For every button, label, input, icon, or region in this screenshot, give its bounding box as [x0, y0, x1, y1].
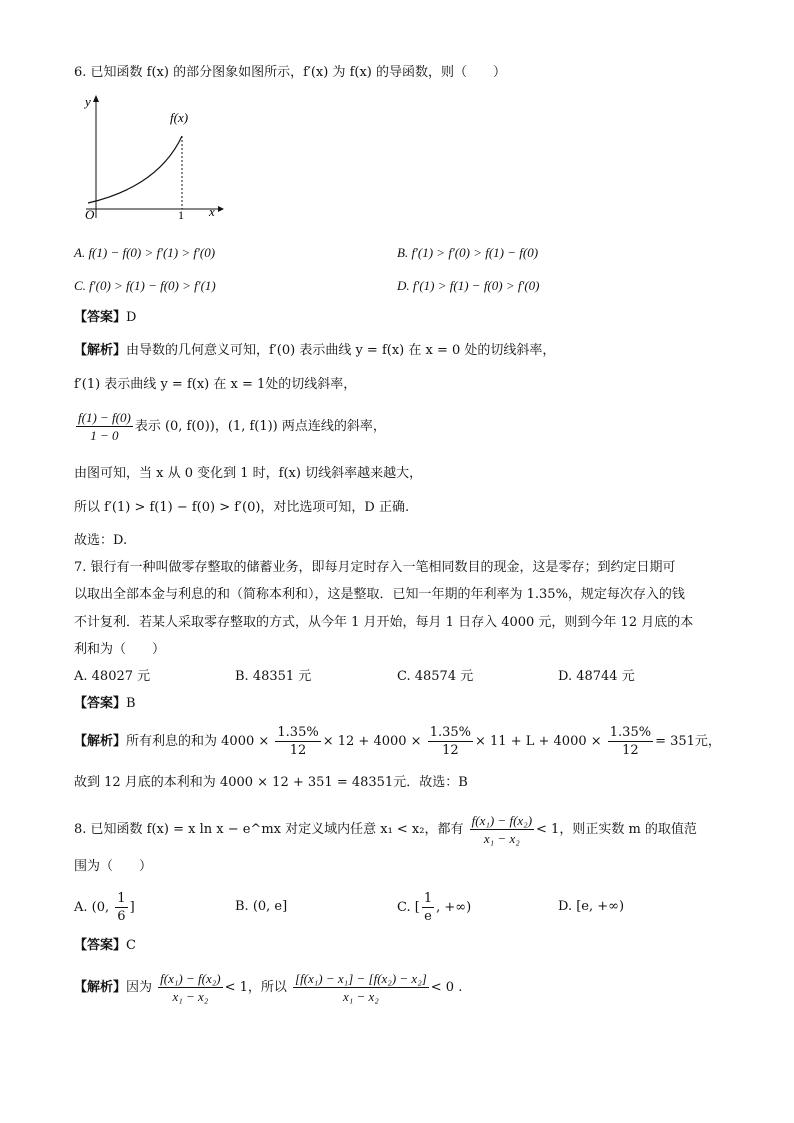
fraction-numerator: 1 [423, 891, 433, 906]
analysis-tag: 【解析】 [74, 734, 127, 749]
option-interval-open: (0, [91, 900, 114, 915]
fraction-numerator: 1.35% [609, 725, 652, 740]
option-label: A. [74, 900, 88, 915]
stem-text: < 1，则正实数 m 的取值范 [536, 822, 697, 837]
rate-fraction [608, 724, 653, 759]
fraction-denominator: x₁ − x₂ [483, 831, 520, 846]
option-fraction [422, 890, 434, 925]
x-axis-arrow-icon [218, 206, 224, 212]
fraction-numerator: [f(x₁) − x₁] − [f(x₂) − x₂] [295, 971, 427, 986]
fraction-denominator: e [424, 909, 432, 924]
analysis-text: < 1，所以 [224, 980, 287, 995]
x-axis-label: x [209, 204, 215, 219]
option-interval-rest: , +∞) [436, 900, 472, 915]
stem-text: 8. 已知函数 f(x) = x ln x − e^mx 对定义域内任意 x₁ < x₂，都有 [74, 822, 464, 837]
q6-stem: 6. 已知函数 f(x) 的部分图象如图所示，f′(x) 为 f(x) 的导函数，则（ ） [74, 65, 507, 80]
answer-tag: 【答案】 [74, 310, 127, 325]
q6-analysis-line-4: 由图可知，当 x 从 0 变化到 1 时，f(x) 切线斜率越来越大， [74, 466, 423, 481]
analysis-text: 由导数的几何意义可知，f′(0) 表示曲线 y = f(x) 在 x = 0 处的切线斜率， [126, 343, 556, 358]
fraction-denominator: 12 [622, 743, 639, 758]
analysis-text: × 11 + L + 4000 × [475, 734, 602, 749]
fraction-denominator: x₁ − x₂ [172, 989, 209, 1004]
q7-option-a[interactable]: A. 48027 元 [74, 669, 151, 684]
q6-analysis-line-1 [74, 342, 555, 360]
q8-stem-line-2: 围为（ ） [74, 859, 153, 874]
q6-analysis-line-6: 故选：D. [74, 533, 128, 548]
option-label: C. [397, 900, 411, 915]
q7-stem-line-3: 不计复利．若某人采取零存整取的方式，从今年 1 月开始，每月 1 日存入 4000 元，则到今年 12 月底的本 [74, 615, 694, 630]
difference-quotient [470, 812, 534, 847]
analysis-tag: 【解析】 [74, 980, 127, 995]
q6-analysis-line-2: f′(1) 表示曲线 y = f(x) 在 x = 1处的切线斜率， [74, 377, 357, 392]
answer-value: C [126, 938, 136, 953]
q7-stem-line-1: 7. 银行有一种叫做零存整取的储蓄业务，即每月定时存入一笔相同数目的现金，这是零存；到约定日期可 [74, 560, 676, 575]
difference-quotient [158, 970, 222, 1005]
q7-option-d[interactable]: D. 48744 元 [558, 669, 635, 684]
q6-option-b[interactable]: B. f′(1) > f′(0) > f(1) − f(0) [397, 245, 539, 260]
analysis-text: < 0 . [430, 980, 463, 995]
fraction-denominator: 1 − 0 [90, 428, 119, 443]
q6-option-c[interactable]: C. f′(0) > f(1) − f(0) > f′(1) [74, 278, 216, 293]
q8-answer [74, 937, 136, 955]
analysis-text: 所有利息的和为 4000 × [126, 734, 270, 749]
fraction-numerator: 1.35% [429, 725, 472, 740]
fraction-numerator: f(x₁) − f(x₂) [160, 971, 221, 986]
analysis-tag: 【解析】 [74, 343, 127, 358]
origin-label: O [85, 207, 95, 222]
q6-option-a[interactable]: A. f(1) − f(0) > f′(1) > f′(0) [74, 245, 216, 260]
answer-value: D [126, 310, 137, 325]
q7-answer [74, 695, 136, 713]
curve-label: f(x) [170, 110, 189, 125]
q6-analysis-line-5: 所以 f′(1) > f(1) − f(0) > f′(0)，对比选项可知，D 正确. [74, 500, 410, 515]
rate-fraction [275, 724, 320, 759]
fraction-numerator: f(1) − f(0) [78, 410, 131, 425]
function-curve [88, 136, 182, 203]
answer-tag: 【答案】 [74, 938, 127, 953]
q8-stem-line-1 [74, 812, 697, 847]
q7-analysis-line-1 [74, 724, 721, 759]
y-axis-arrow-icon [93, 95, 99, 102]
q7-stem-line-2: 以取出全部本金与利息的和（简称本利和），这是整取．已知一年期的年利率为 1.35%，规定每次存入的钱 [74, 587, 685, 602]
analysis-text: 因为 [126, 980, 153, 995]
rate-fraction [428, 724, 473, 759]
q8-analysis-line-1 [74, 970, 462, 1005]
q7-conclusion: 故到 12 月底的本利和为 4000 × 12 + 351 = 48351元．故选：B [74, 775, 468, 790]
q7-option-c[interactable]: C. 48574 元 [397, 669, 474, 684]
option-fraction [115, 890, 127, 925]
q6-answer [74, 309, 136, 327]
tick-1-label: 1 [178, 208, 184, 222]
fraction-denominator: 6 [117, 909, 126, 924]
q6-function-graph [78, 92, 228, 222]
fraction-numerator: f(x₁) − f(x₂) [471, 813, 533, 828]
q8-option-a[interactable] [74, 890, 135, 925]
y-axis-label: y [85, 94, 91, 109]
analysis-text: 表示 (0, f(0))，(1, f(1)) 两点连线的斜率， [134, 419, 386, 434]
fraction-denominator: x₁ − x₂ [342, 989, 379, 1004]
fraction-denominator: 12 [289, 743, 307, 758]
q6-option-d[interactable]: D. f′(1) > f(1) − f(0) > f′(0) [397, 278, 540, 293]
option-interval-close: ] [129, 900, 135, 915]
fraction-numerator: 1.35% [277, 725, 319, 740]
q7-stem-line-4: 利和为（ ） [74, 642, 166, 657]
slope-fraction [76, 409, 133, 444]
q6-analysis-line-3 [74, 409, 386, 444]
fraction-denominator: 12 [442, 743, 459, 758]
answer-tag: 【答案】 [74, 696, 127, 711]
q7-option-b[interactable]: B. 48351 元 [235, 669, 312, 684]
analysis-text: = 351元， [655, 734, 721, 749]
fraction-numerator: 1 [117, 891, 126, 906]
q8-option-d[interactable]: D. [e, +∞) [558, 899, 625, 914]
analysis-text: × 12 + 4000 × [322, 734, 422, 749]
shifted-difference-quotient [293, 970, 429, 1005]
q8-option-b[interactable]: B. (0, e] [235, 899, 288, 914]
q8-option-c[interactable]: C. [ $\frac{1}{e}$ , +∞) [397, 891, 472, 924]
answer-value: B [126, 696, 136, 711]
